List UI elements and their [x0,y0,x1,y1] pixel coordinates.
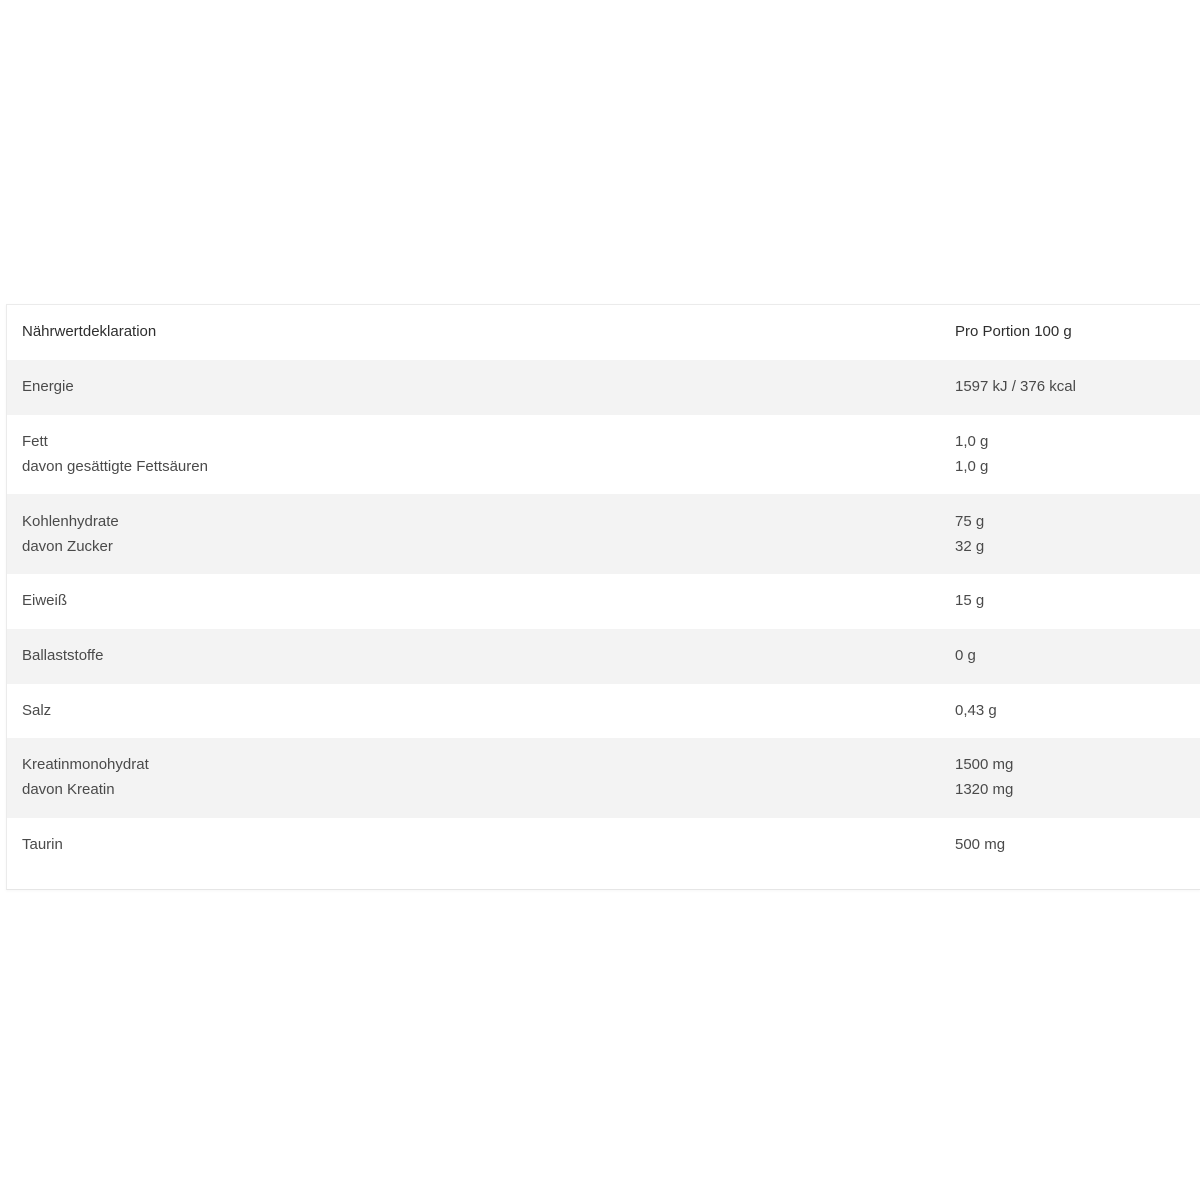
header-value: Pro Portion 100 g [955,323,1072,340]
table-row [7,494,1200,574]
table-row [7,360,1200,415]
row-label-line: Eiweiß [22,592,68,609]
header-label: Nährwertdeklaration [22,323,157,340]
table-header-row [7,305,1200,360]
row-label-line: davon gesättigte Fettsäuren [22,458,208,475]
row-label [22,374,74,399]
row-value [955,752,1013,802]
row-value-line: 1,0 g [955,433,989,450]
row-label [22,752,149,802]
row-label-line: Taurin [22,836,63,853]
row-value-line: 1320 mg [955,781,1014,798]
row-label [22,588,67,613]
row-label-line: davon Kreatin [22,781,115,798]
row-label-line: Energie [22,378,74,395]
table-row [7,629,1200,684]
table-row [7,415,1200,494]
row-label-line: Salz [22,702,52,719]
row-label [22,698,51,723]
row-value-line: 0 g [955,647,976,664]
row-value-line: 75 g [955,513,985,530]
row-value-line: 0,43 g [955,702,997,719]
row-value-line: 32 g [955,538,985,555]
table-row [7,684,1200,738]
row-value [955,832,1005,857]
table-row [7,818,1200,889]
row-value-line: 15 g [955,592,985,609]
row-value [955,698,997,723]
row-value-line: 1500 mg [955,756,1014,773]
row-value [955,509,984,559]
row-value [955,643,976,668]
row-label-line: Kohlenhydrate [22,513,119,530]
row-label-line: Kreatinmonohydrat [22,756,149,773]
row-value-line: 1,0 g [955,458,989,475]
row-label [22,509,119,559]
table-row [7,574,1200,629]
row-value-line: 500 mg [955,836,1006,853]
row-value [955,588,984,613]
row-label-line: Ballaststoffe [22,647,104,664]
row-label [22,429,208,479]
row-label-line: Fett [22,433,48,450]
row-value-line: 1597 kJ / 376 kcal [955,378,1076,395]
row-label-line: davon Zucker [22,538,113,555]
row-label [22,643,103,668]
nutrition-table [6,304,1200,890]
row-value [955,374,1076,399]
row-label [22,832,63,857]
row-value [955,429,988,479]
table-row [7,738,1200,818]
